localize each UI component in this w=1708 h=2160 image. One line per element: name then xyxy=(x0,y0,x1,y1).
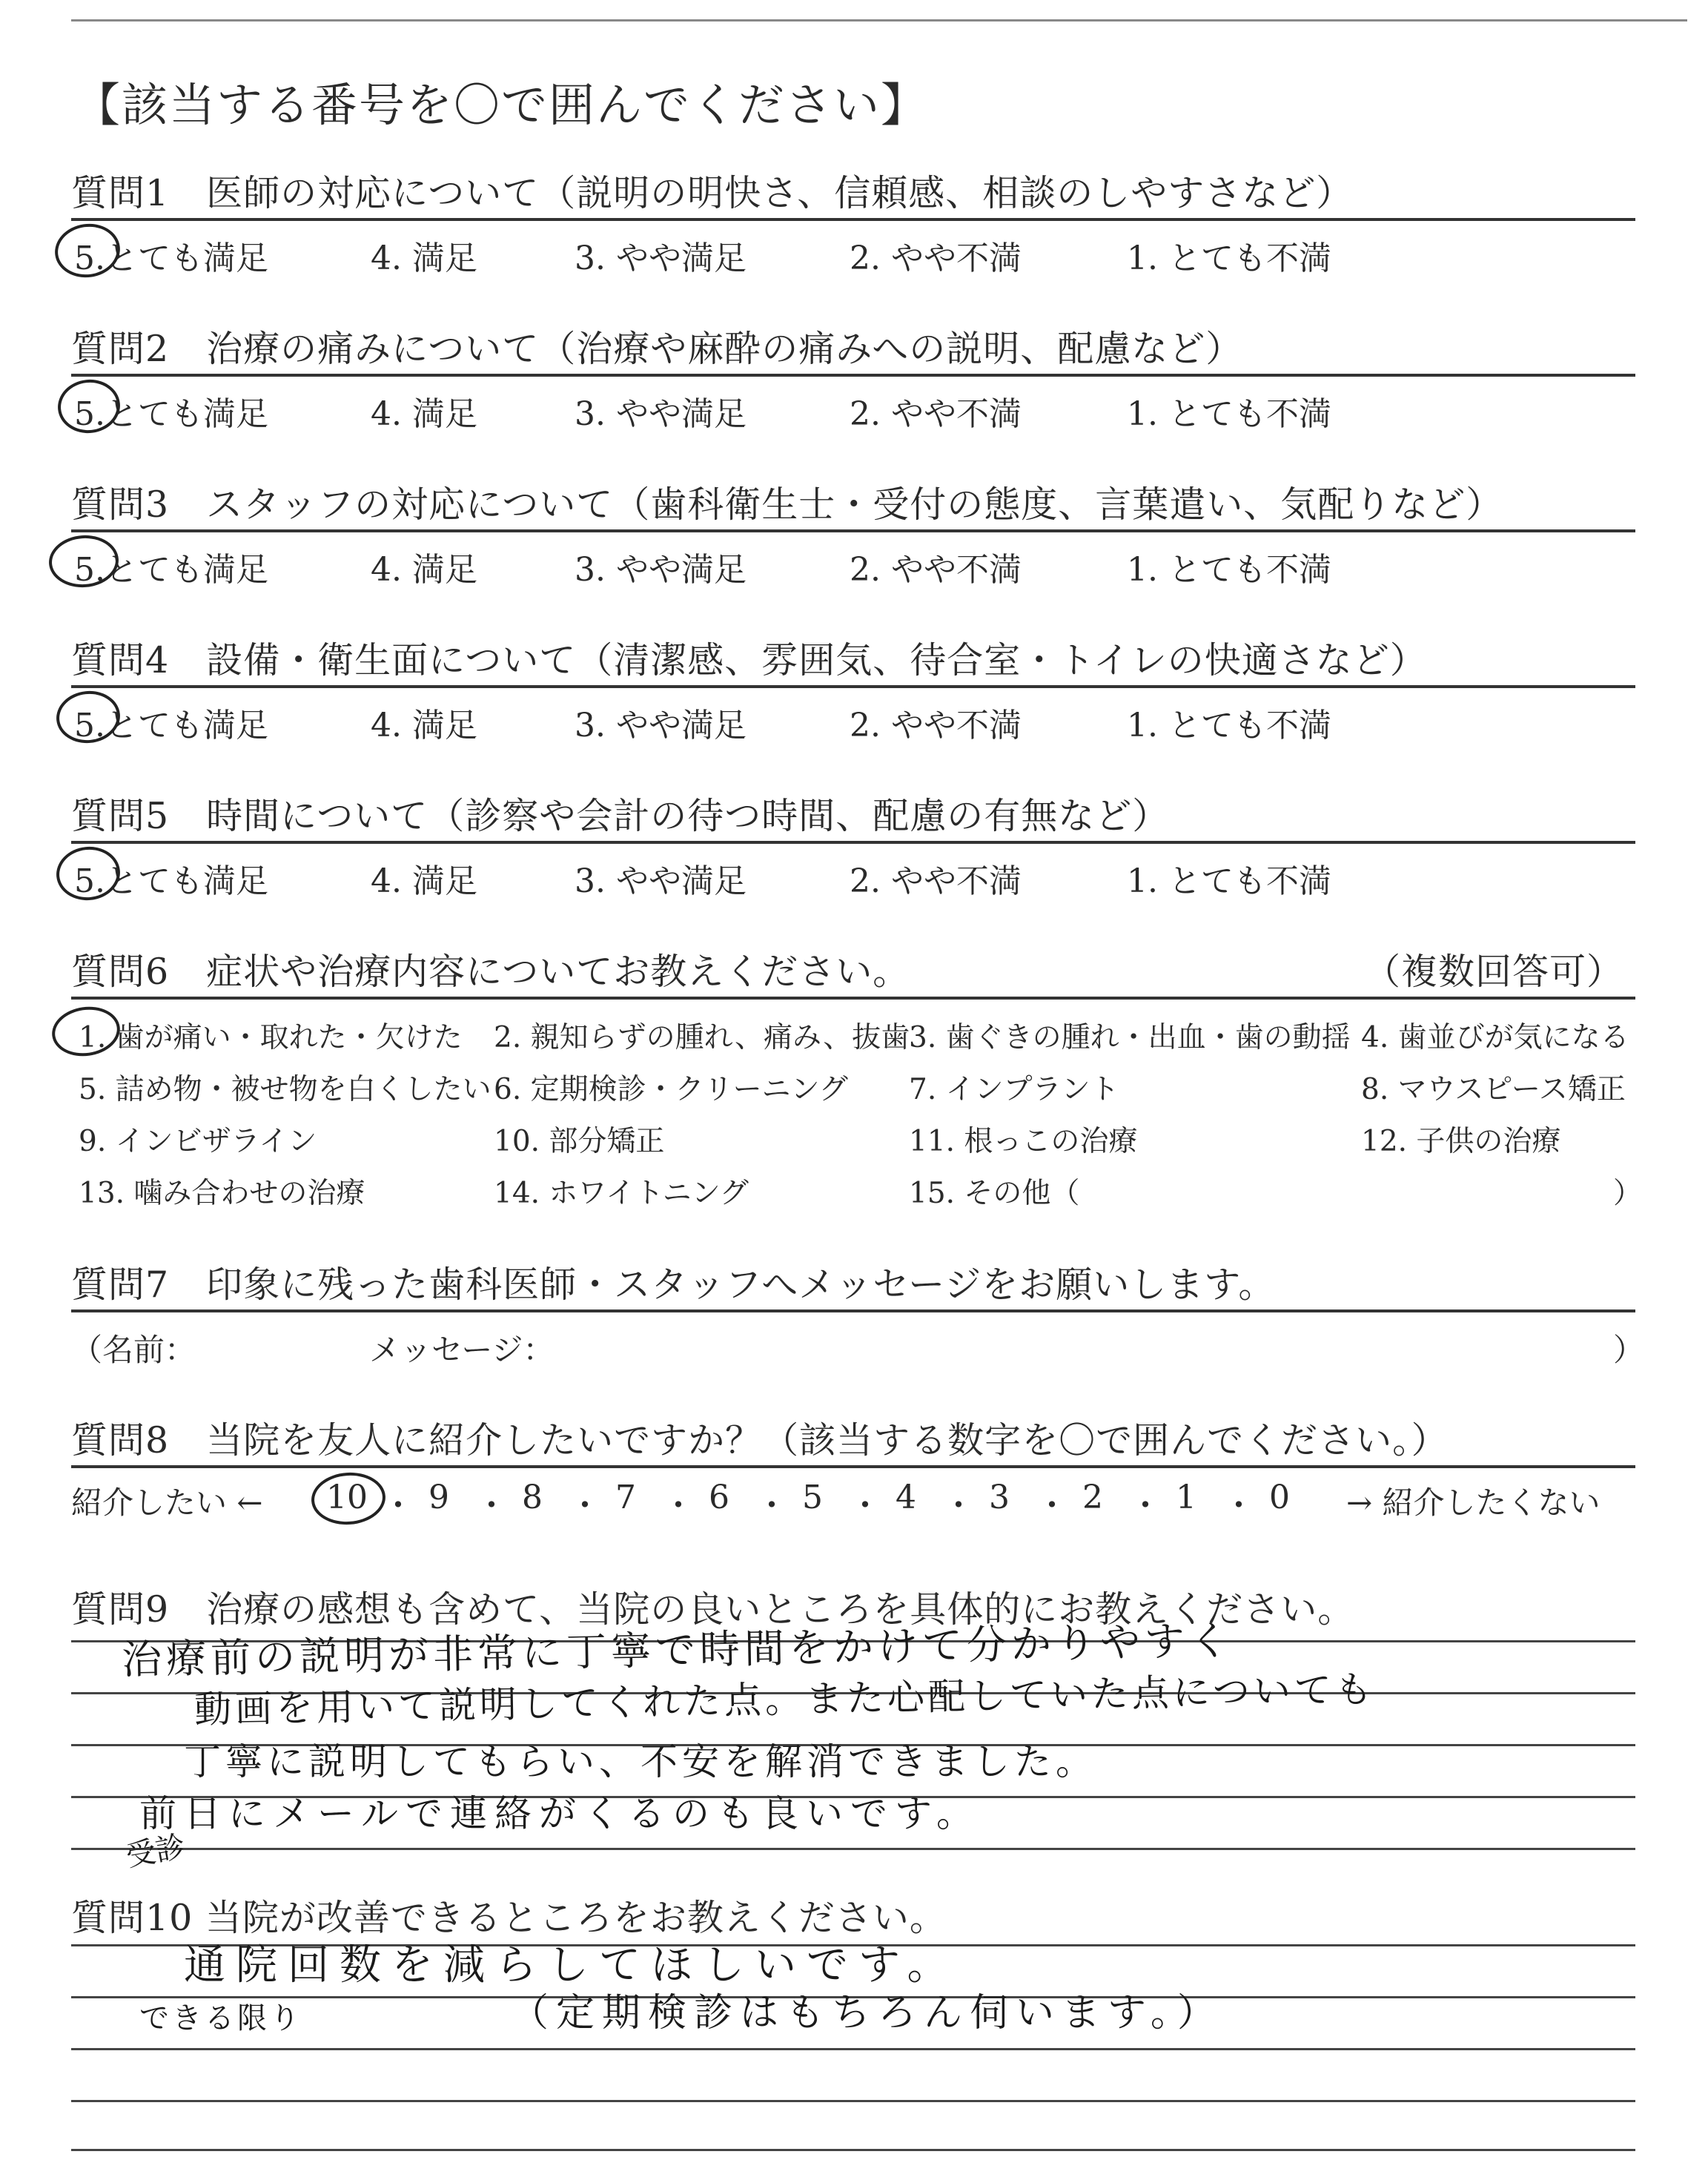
option-1[interactable]: 1. とても不満 xyxy=(1127,707,1331,744)
scale-separator-dot: ・ xyxy=(1222,1487,1255,1525)
page-title: 【該当する番号を〇で囲んでください】 xyxy=(74,78,929,132)
recommend-score-10[interactable]: 10 xyxy=(326,1479,368,1516)
question-rule xyxy=(71,374,1635,377)
answer-line xyxy=(71,2149,1635,2151)
option-3[interactable]: 3. やや満足 xyxy=(575,707,747,744)
answer-line xyxy=(71,1848,1635,1850)
answer-line xyxy=(71,2100,1635,2102)
scale-separator-dot: ・ xyxy=(1036,1487,1068,1525)
question-rule xyxy=(71,529,1635,532)
option-5[interactable]: 5.とても満足 xyxy=(74,862,268,900)
question-label: 質問3 スタッフの対応について（歯科衛生士・受付の態度、言葉遣い、気配りなど） xyxy=(71,483,1503,526)
option-1[interactable]: 1. とても不満 xyxy=(1127,395,1331,433)
recommend-right-label: → 紹介したくない xyxy=(1346,1484,1601,1521)
option-1[interactable]: 1. とても不満 xyxy=(1127,551,1331,589)
handwritten-answer-line: できる限り xyxy=(139,2001,302,2035)
top-border xyxy=(71,19,1687,22)
question-label: 質問1 医師の対応について（説明の明快さ、信頼感、相談のしやすさなど） xyxy=(71,172,1354,214)
symptom-option-9[interactable]: 9. インビザライン xyxy=(79,1125,317,1158)
handwritten-answer-line: 通院回数を減らしてほしいです。 xyxy=(184,1941,959,1989)
option-2[interactable]: 2. やや不満 xyxy=(850,240,1022,277)
symptom-option-13[interactable]: 13. 噛み合わせの治療 xyxy=(79,1177,365,1210)
handwritten-insert-note: 受診 xyxy=(123,1829,188,1874)
symptom-option-4[interactable]: 4. 歯並びが気になる xyxy=(1361,1021,1629,1054)
scale-separator-dot: ・ xyxy=(1129,1487,1162,1525)
symptom-option-15[interactable]: 15. その他（ xyxy=(909,1177,1080,1210)
option-5[interactable]: 5.とても満足 xyxy=(74,707,268,744)
question-rule xyxy=(71,841,1635,844)
question-label: 質問9 治療の感想も含めて、当院の良いところを具体的にお教えください。 xyxy=(71,1588,1355,1631)
symptom-option-5[interactable]: 5. 詰め物・被せ物を白くしたい xyxy=(79,1073,491,1106)
answer-line xyxy=(71,2048,1635,2050)
question-label: 質問8 当院を友人に紹介したいですか？（該当する数字を〇で囲んでください。） xyxy=(71,1419,1449,1462)
symptom-option-8[interactable]: 8. マウスピース矯正 xyxy=(1361,1073,1626,1106)
scale-separator-dot: ・ xyxy=(382,1487,414,1525)
option-2[interactable]: 2. やや不満 xyxy=(850,862,1022,900)
option-3[interactable]: 3. やや満足 xyxy=(575,240,747,277)
symptom-option-7[interactable]: 7. インプラント xyxy=(909,1073,1119,1106)
selected-circle-mark xyxy=(310,1470,388,1527)
question-label: 質問5 時間について（診察や会計の待つ時間、配慮の有無など） xyxy=(71,795,1170,837)
scale-separator-dot: ・ xyxy=(849,1487,881,1525)
recommend-score-2[interactable]: 2 xyxy=(1082,1479,1103,1516)
symptom-option-12[interactable]: 12. 子供の治療 xyxy=(1361,1125,1561,1158)
handwritten-answer-line: 治療前の説明が非常に丁寧で時間をかけて分かりやすく xyxy=(121,1616,1234,1683)
question-rule xyxy=(71,997,1635,1000)
option-4[interactable]: 4. 満足 xyxy=(371,395,477,433)
question-rule xyxy=(71,1465,1635,1468)
scale-separator-dot: ・ xyxy=(662,1487,695,1525)
option-2[interactable]: 2. やや不満 xyxy=(850,395,1022,433)
symptom-option-6[interactable]: 6. 定期検診・クリーニング xyxy=(494,1073,848,1106)
symptom-option-14[interactable]: 14. ホワイトニング xyxy=(494,1177,749,1210)
recommend-score-8[interactable]: 8 xyxy=(522,1479,543,1516)
question-label: 質問10 当院が改善できるところをお教えください。 xyxy=(71,1897,947,1939)
other-close-paren: ） xyxy=(1613,1177,1643,1210)
question-label: 質問7 印象に残った歯科医師・スタッフへメッセージをお願いします。 xyxy=(71,1264,1276,1306)
question-label: 質問2 治療の痛みについて（治療や麻酔の痛みへの説明、配慮など） xyxy=(71,328,1243,370)
recommend-score-6[interactable]: 6 xyxy=(709,1479,729,1516)
question-rule xyxy=(71,1309,1635,1312)
recommend-left-label: 紹介したい ← xyxy=(71,1484,263,1521)
scale-separator-dot: ・ xyxy=(755,1487,788,1525)
recommend-score-5[interactable]: 5 xyxy=(802,1479,823,1516)
question-label: 質問6 症状や治療内容についてお教えください。 xyxy=(71,951,910,993)
option-1[interactable]: 1. とても不満 xyxy=(1127,862,1331,900)
option-5[interactable]: 5.とても満足 xyxy=(74,395,268,433)
recommend-score-4[interactable]: 4 xyxy=(896,1479,916,1516)
option-4[interactable]: 4. 満足 xyxy=(371,707,477,744)
name-field-label[interactable]: （名前： xyxy=(71,1332,196,1368)
option-3[interactable]: 3. やや満足 xyxy=(575,551,747,589)
scale-separator-dot: ・ xyxy=(569,1487,601,1525)
option-3[interactable]: 3. やや満足 xyxy=(575,862,747,900)
symptom-option-3[interactable]: 3. 歯ぐきの腫れ・出血・歯の動揺 xyxy=(909,1021,1351,1054)
question-label: 質問4 設備・衛生面について（清潔感、雰囲気、待合室・トイレの快適さなど） xyxy=(71,639,1427,681)
recommend-score-0[interactable]: 0 xyxy=(1269,1479,1290,1516)
recommend-score-1[interactable]: 1 xyxy=(1176,1479,1196,1516)
option-5[interactable]: 5.とても満足 xyxy=(74,551,268,589)
scale-separator-dot: ・ xyxy=(942,1487,975,1525)
handwritten-answer-line: 前日にメールで連絡がくるのも良いです。 xyxy=(139,1792,981,1835)
message-field-label[interactable]: メッセージ： xyxy=(369,1332,555,1368)
option-2[interactable]: 2. やや不満 xyxy=(850,707,1022,744)
option-4[interactable]: 4. 満足 xyxy=(371,862,477,900)
option-2[interactable]: 2. やや不満 xyxy=(850,551,1022,589)
recommend-score-9[interactable]: 9 xyxy=(428,1479,449,1516)
scale-separator-dot: ・ xyxy=(475,1487,508,1525)
option-4[interactable]: 4. 満足 xyxy=(371,551,477,589)
question-rule xyxy=(71,685,1635,688)
option-5[interactable]: 5.とても満足 xyxy=(74,240,268,277)
symptom-option-2[interactable]: 2. 親知らずの腫れ、痛み、抜歯 xyxy=(494,1021,910,1054)
option-1[interactable]: 1. とても不満 xyxy=(1127,240,1331,277)
symptom-option-10[interactable]: 10. 部分矯正 xyxy=(494,1125,665,1158)
handwritten-answer-line: （定期検診はもちろん伺います。） xyxy=(510,1991,1223,2035)
option-3[interactable]: 3. やや満足 xyxy=(575,395,747,433)
handwritten-answer-line: 丁寧に説明してもらい、不安を解消できました。 xyxy=(184,1740,1097,1783)
recommend-score-3[interactable]: 3 xyxy=(989,1479,1010,1516)
handwritten-answer-line: 動画を用いて説明してくれた点。また心配していた点についても xyxy=(193,1668,1377,1731)
symptom-option-1[interactable]: 1. 歯が痛い・取れた・欠けた xyxy=(79,1021,463,1054)
question-rule xyxy=(71,218,1635,221)
recommend-score-7[interactable]: 7 xyxy=(615,1479,636,1516)
option-4[interactable]: 4. 満足 xyxy=(371,240,477,277)
multi-answer-note: （複数回答可） xyxy=(1364,951,1624,993)
symptom-option-11[interactable]: 11. 根っこの治療 xyxy=(909,1125,1138,1158)
message-close-paren: ） xyxy=(1613,1332,1645,1368)
